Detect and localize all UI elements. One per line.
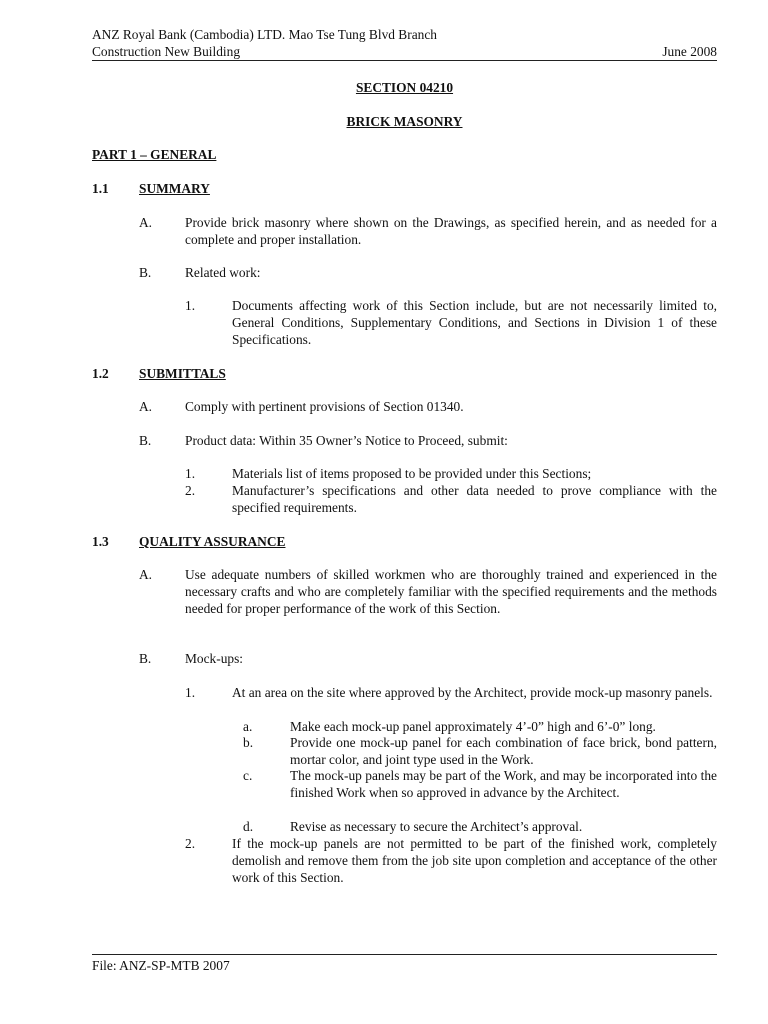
paragraph-marker: B.	[139, 433, 152, 448]
header-date: June 2008	[662, 43, 717, 59]
header-subline	[92, 44, 717, 61]
item-text: The mock-up panels may be part of the Work, and may be incorporated into the finished Work when so approved in advance by the Architect.	[290, 768, 717, 800]
header-title: ANZ Royal Bank (Cambodia) LTD. Mao Tse Tung Blvd Branch	[92, 27, 437, 42]
paragraph-marker: B.	[139, 265, 152, 280]
item-text: Make each mock-up panel approximately 4’-0” high and 6’-0” long.	[290, 719, 656, 734]
footer-rule	[92, 954, 717, 955]
subparagraph-marker: 2.	[185, 836, 196, 851]
subparagraph-text: Materials list of items proposed to be provided under this Sections;	[232, 466, 592, 481]
article-title: SUBMITTALS	[139, 366, 226, 381]
article-title: SUMMARY	[139, 181, 210, 196]
item-marker: b.	[243, 735, 254, 750]
header-project: Construction New Building	[92, 43, 241, 59]
paragraph-text: Use adequate numbers of skilled workmen who are thoroughly trained and experienced in the necessary crafts and who are completely familiar with the specified requirements and the methods needed for proper performance of the work of this Section.	[185, 567, 717, 616]
paragraph-text: Related work:	[185, 265, 261, 280]
page-header	[92, 27, 717, 61]
article-number: 1.2	[92, 366, 109, 381]
item-marker: d.	[243, 819, 254, 834]
article-title: QUALITY ASSURANCE	[139, 534, 286, 549]
header-rule	[92, 60, 717, 61]
subparagraph-marker: 2.	[185, 483, 196, 498]
item-text: Revise as necessary to secure the Architect’s approval.	[290, 819, 583, 834]
part-title: PART 1 – GENERAL	[92, 147, 217, 162]
paragraph-marker: A.	[139, 215, 153, 230]
subparagraph-marker: 1.	[185, 685, 196, 700]
paragraph-text: Comply with pertinent provisions of Section 01340.	[185, 399, 464, 414]
section-number: SECTION 04210	[355, 80, 454, 95]
subparagraph-text: Manufacturer’s specifications and other data needed to prove compliance with the specified requirements.	[232, 483, 717, 515]
item-text: Provide one mock-up panel for each combination of face brick, bond pattern, mortar color, and joint type used in the Work.	[290, 735, 717, 767]
article-number: 1.1	[92, 181, 109, 196]
subparagraph-text: If the mock-up panels are not permitted to be part of the finished work, completely demolish and remove them from the job site upon completion and acceptance of the other work of this Section.	[232, 836, 717, 885]
footer-file: File: ANZ-SP-MTB 2007	[92, 958, 230, 973]
paragraph-text: Product data: Within 35 Owner’s Notice to Proceed, submit:	[185, 433, 508, 448]
paragraph-text: Mock-ups:	[185, 651, 244, 666]
subparagraph-marker: 1.	[185, 466, 196, 481]
paragraph-text: Provide brick masonry where shown on the Drawings, as specified herein, and as needed for a complete and proper installation.	[185, 215, 717, 247]
paragraph-marker: B.	[139, 651, 152, 666]
article-number: 1.3	[92, 534, 109, 549]
paragraph-marker: A.	[139, 567, 153, 582]
item-marker: c.	[243, 768, 253, 783]
section-title: BRICK MASONRY	[346, 114, 463, 129]
subparagraph-text: At an area on the site where approved by the Architect, provide mock-up masonry panels.	[232, 685, 713, 700]
subparagraph-marker: 1.	[185, 298, 196, 313]
paragraph-marker: A.	[139, 399, 153, 414]
item-marker: a.	[243, 719, 253, 734]
subparagraph-text: Documents affecting work of this Section include, but are not necessarily limited to, General Conditions, Supplementary Conditions, and Sections in Division 1 of these Specifications.	[232, 298, 717, 347]
